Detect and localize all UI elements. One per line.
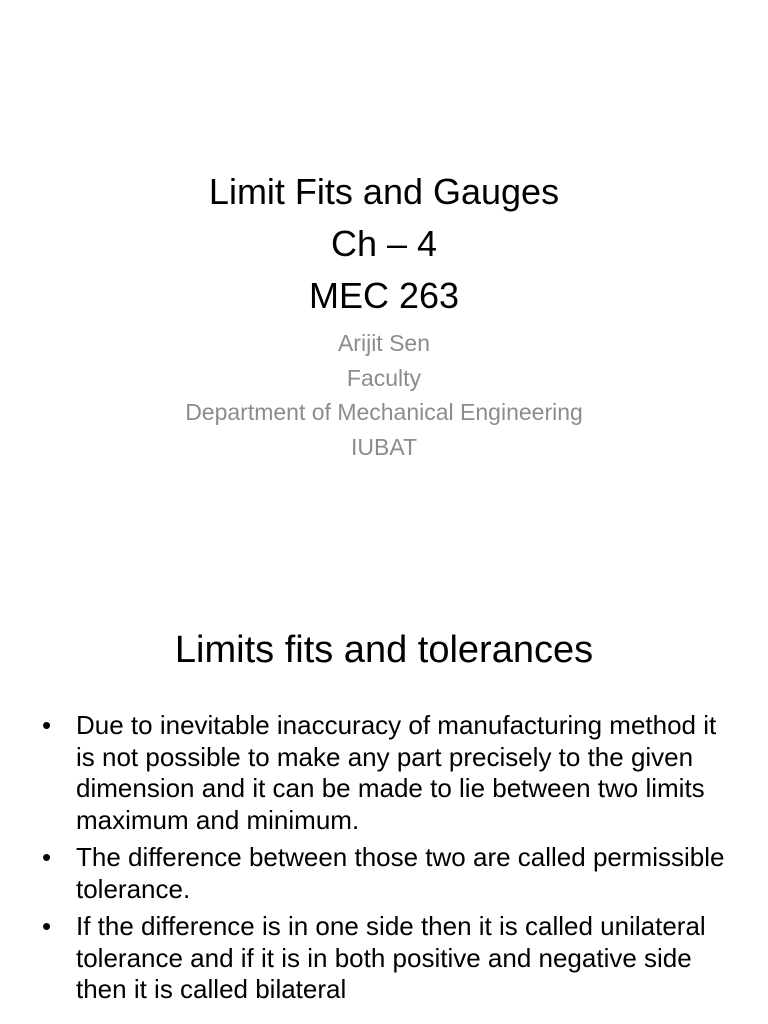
bullet-text: Due to inevitable inaccuracy of manufacturing method it is not possible to make any part precisely to the given dimension and it can be made to lie between two limits maximum and minimum.: [76, 710, 717, 835]
bullet-icon: •: [42, 911, 52, 941]
author-institution: IUBAT: [350, 433, 418, 460]
bullet-text: If the difference is in one side then it is called unilateral tolerance and if it is in both positive and negative side then it is called bilateral: [76, 911, 706, 1004]
list-item: [40, 911, 740, 1006]
list-item: [40, 710, 740, 836]
title-line-course-topic: Limit Fits and Gauges: [208, 171, 560, 212]
title-line-course-code: MEC 263: [308, 275, 460, 316]
bullet-icon: •: [42, 842, 52, 872]
slide-title: [0, 166, 768, 322]
list-item: [40, 842, 740, 905]
content-slide-title: Limits fits and tolerances: [174, 629, 594, 671]
slide-subtitle: [0, 326, 768, 464]
content-slide: [0, 560, 768, 1024]
author-department: Department of Mechanical Engineering: [185, 399, 583, 425]
title-line-chapter: Ch – 4: [330, 223, 438, 264]
author-role: Faculty: [346, 364, 422, 391]
bullet-list: [40, 710, 740, 1012]
bullet-text: The difference between those two are called permissible tolerance.: [76, 842, 725, 904]
author-name: Arijit Sen: [337, 330, 431, 356]
bullet-icon: •: [42, 710, 52, 740]
